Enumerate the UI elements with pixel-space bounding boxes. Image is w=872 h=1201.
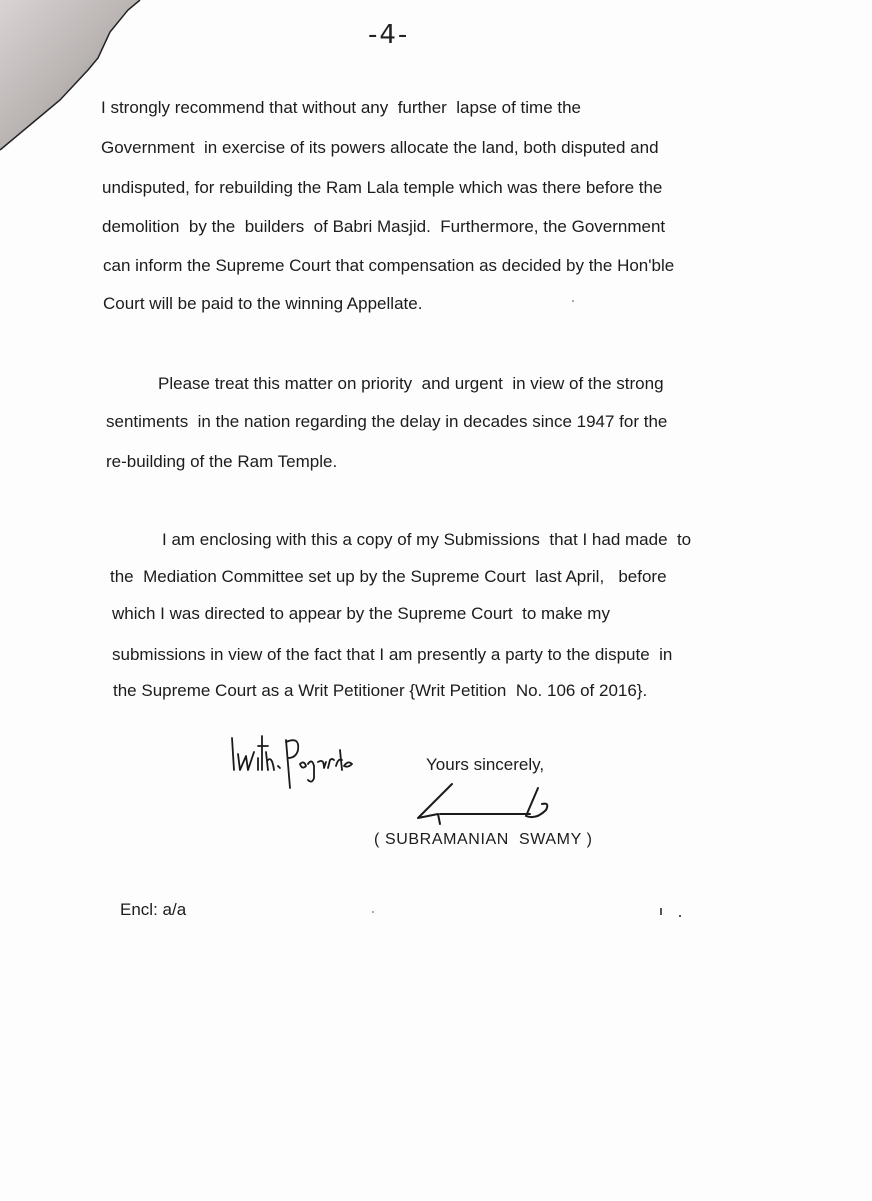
paragraph-1-line-1: I strongly recommend that without any further lapse of time the <box>101 98 582 117</box>
paragraph-1-line-5: can inform the Supreme Court that compensation as decided by the Hon'ble <box>103 256 675 275</box>
scan-speck <box>660 908 662 915</box>
signatory-name: ( SUBRAMANIAN SWAMY ) <box>374 831 593 848</box>
paragraph-1-line-3: undisputed, for rebuilding the Ram Lala temple which was there before the <box>102 178 663 197</box>
paragraph-2-line-2: sentiments in the nation regarding the delay in decades since 1947 for the <box>106 412 668 431</box>
closing-salutation: Yours sincerely, <box>426 755 545 774</box>
paragraph-3-line-5: the Supreme Court as a Writ Petitioner {Writ Petition No. 106 of 2016}. <box>113 681 648 700</box>
paragraph-3-line-2: the Mediation Committee set up by the Supreme Court last April, before <box>110 567 667 586</box>
paragraph-3-line-3: which I was directed to appear by the Supreme Court to make my <box>112 604 610 623</box>
paragraph-1-line-6: Court will be paid to the winning Appellate. <box>103 294 423 313</box>
enclosure-note: Encl: a/a <box>120 900 187 919</box>
paragraph-1-line-2: Government in exercise of its powers allocate the land, both disputed and <box>101 138 659 157</box>
signature <box>410 780 560 830</box>
paragraph-2-line-3: re-building of the Ram Temple. <box>106 452 338 471</box>
scan-speck <box>679 915 681 917</box>
page-number: -4- <box>368 20 410 50</box>
scan-speck <box>372 911 374 913</box>
handwritten-note-with-regards <box>228 730 358 800</box>
paragraph-3-line-4: submissions in view of the fact that I am presently a party to the dispute in <box>112 645 673 664</box>
paragraph-2-line-1: Please treat this matter on priority and urgent in view of the strong <box>158 374 664 393</box>
scan-speck <box>572 300 574 302</box>
paragraph-3-line-1: I am enclosing with this a copy of my Submissions that I had made to <box>162 530 692 549</box>
paragraph-1-line-4: demolition by the builders of Babri Masjid. Furthermore, the Government <box>102 217 666 236</box>
